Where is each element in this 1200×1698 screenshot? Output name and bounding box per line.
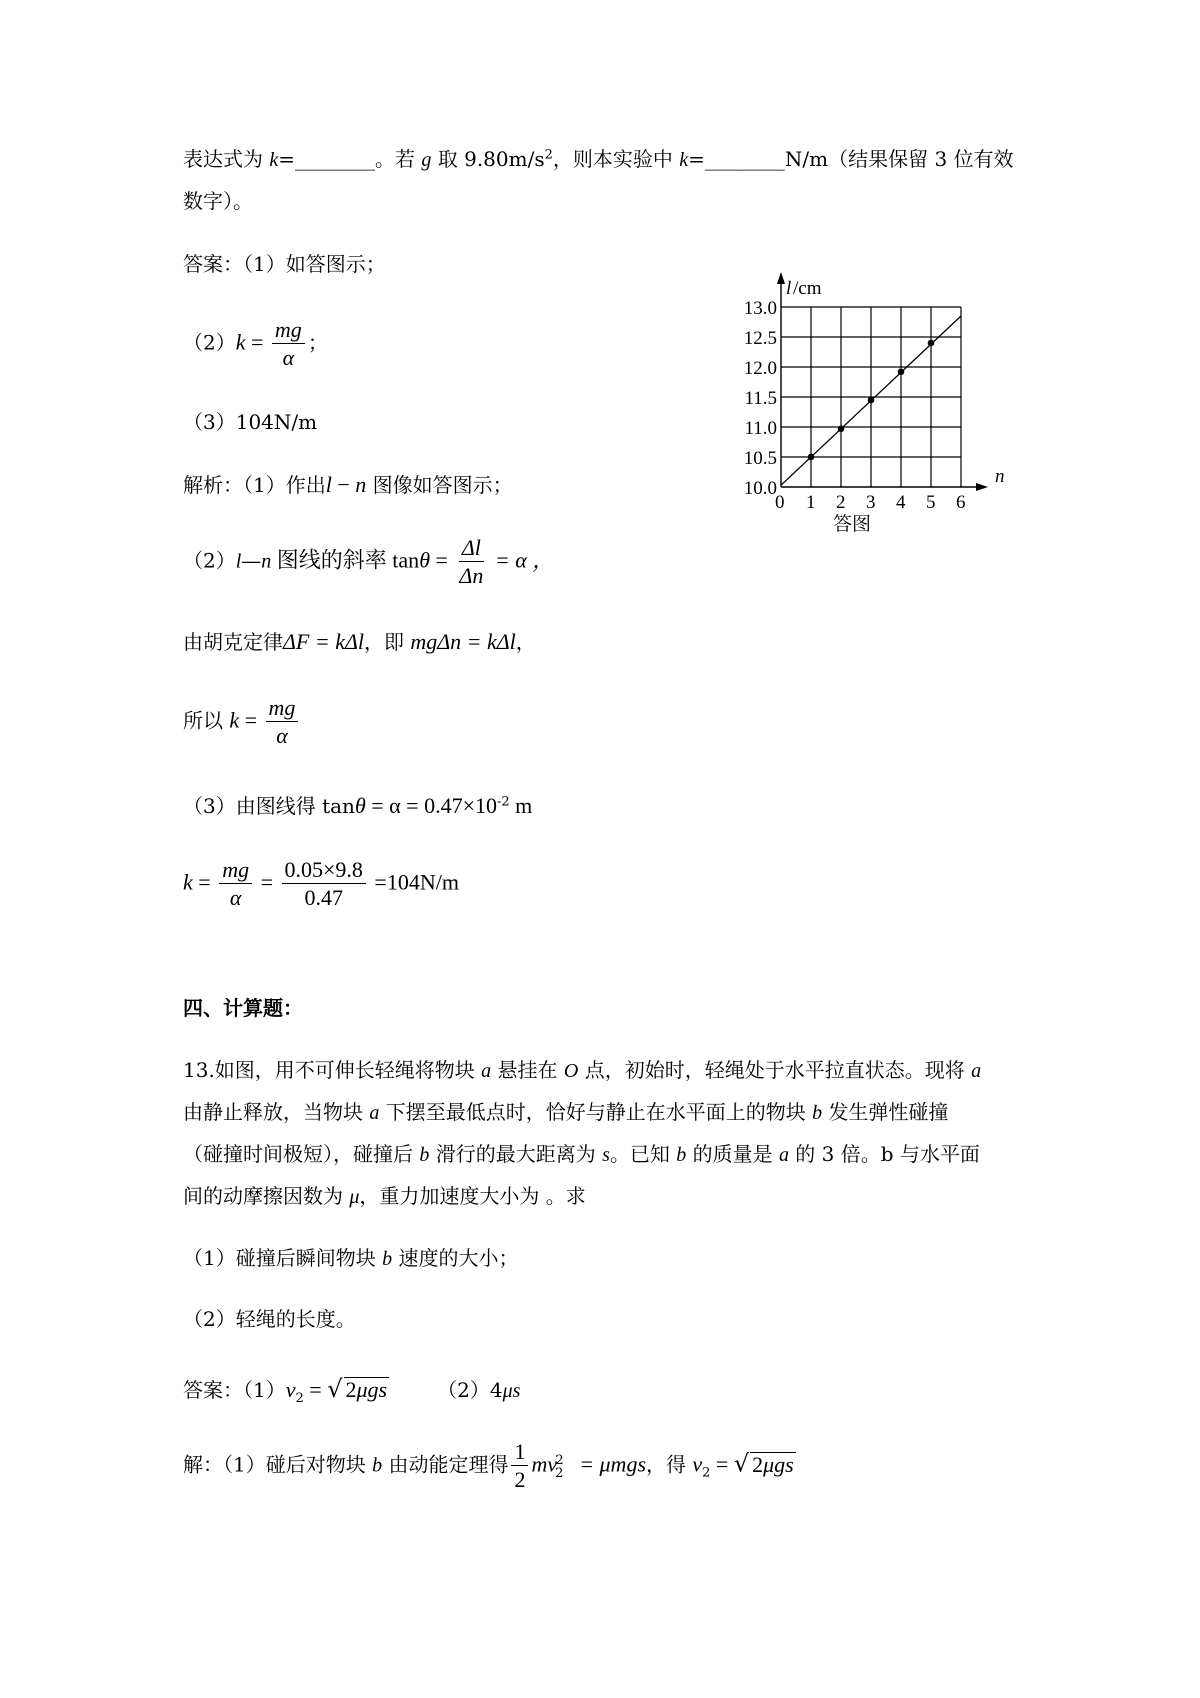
analysis-hooke: 由胡克定律ΔF = kΔl，即 mgΔn = kΔl， [183, 629, 536, 654]
x-tick-label: 6 [956, 492, 966, 513]
analysis-calc: k = $\frac{mg}{\alpha}$ = $\frac{0.05\times 9.8}{0.47}$ =104N/m [183, 857, 459, 911]
data-point [838, 426, 845, 433]
analysis-part2: （2）l—n 图线的斜率 tanθ = $\frac{\Delta l}{\Delta n}$ = α ， [183, 535, 555, 589]
q13-sub1: （1）碰撞后瞬间物块 b 速度的大小； [183, 1246, 519, 1270]
data-point [928, 340, 935, 347]
y-tick-label: 12.5 [743, 328, 777, 349]
analysis-part3: （3）由图线得 $\tan\theta = \alpha = 0.47\times 10^{-2}$ m [183, 793, 533, 818]
x-tick-label: 1 [806, 492, 816, 513]
x-tick-label: 0 [775, 492, 785, 513]
y-tick-label: 10.0 [743, 478, 777, 499]
y-tick-label: 12.0 [743, 358, 777, 379]
x-axis-arrow [976, 483, 988, 491]
q13-line3: （碰撞时间极短），碰撞后 b 滑行的最大距离为 s。已知 b 的质量是 a 的 3 倍。b 与水平面 [183, 1142, 980, 1166]
y-axis-arrow [777, 272, 785, 284]
chart-caption: 答图 [833, 514, 872, 535]
data-point [868, 397, 875, 404]
q12-line2: 数字）。 [183, 189, 253, 213]
q13-sub2: （2）轻绳的长度。 [183, 1307, 356, 1331]
q13-line2: 由静止释放，当物块 a 下摆至最低点时，恰好与静止在水平面上的物块 b 发生弹性碰撞 [183, 1100, 949, 1124]
q12-line1: 表达式为 k=________。若 g 取 $9.80m/s^2$，则本实验中 k=________N/m（结果保留 3 位有效 [183, 147, 1014, 171]
answer-label: 答案：（1）如答图示； [183, 252, 386, 276]
chart-ylabel-unit: /cm [793, 278, 822, 299]
analysis-so: 所以 k = $\frac{mg}{\alpha}$ [183, 696, 301, 748]
y-tick-label: 10.5 [743, 448, 777, 469]
x-tick-label: 2 [836, 492, 846, 513]
l-n-chart [730, 270, 1005, 540]
data-point [898, 369, 905, 376]
answer-part2: （2）k = $\frac{mg}{\alpha}$ ； [183, 317, 328, 371]
q13-solution: 解：（1）碰后对物块 b 由动能定理得 $\frac{1}{2}$ $mv_2^2 = \mu mgs$，得 $v_2$ = √ 2μgs [183, 1439, 794, 1493]
q13-line4: 间的动摩擦因数为 μ，重力加速度大小为 。求 [183, 1184, 586, 1208]
x-tick-label: 3 [866, 492, 876, 513]
y-tick-label: 11.5 [744, 388, 777, 409]
answer-part3: （3）104N/m [183, 410, 318, 434]
x-tick-label: 4 [896, 492, 906, 513]
chart-xlabel: n [995, 466, 1005, 487]
chart-ylabel: l [786, 278, 792, 299]
q13-answer: 答案：$(1)v_2$ = √ 2μgs （2）4μs [183, 1375, 521, 1406]
chart-tick-labels [744, 298, 966, 513]
y-tick-label: 11.0 [744, 418, 777, 439]
data-point [808, 454, 815, 461]
x-tick-label: 5 [926, 492, 936, 513]
section4-title: 四、计算题： [183, 996, 303, 1020]
q13-line1: 13.如图，用不可伸长轻绳将物块 a 悬挂在 O 点，初始时，轻绳处于水平拉直状态。现将 a [183, 1058, 982, 1082]
y-tick-label: 13.0 [743, 298, 777, 319]
analysis-part1: 解析：（1）作出l − n 图像如答图示； [183, 472, 513, 497]
